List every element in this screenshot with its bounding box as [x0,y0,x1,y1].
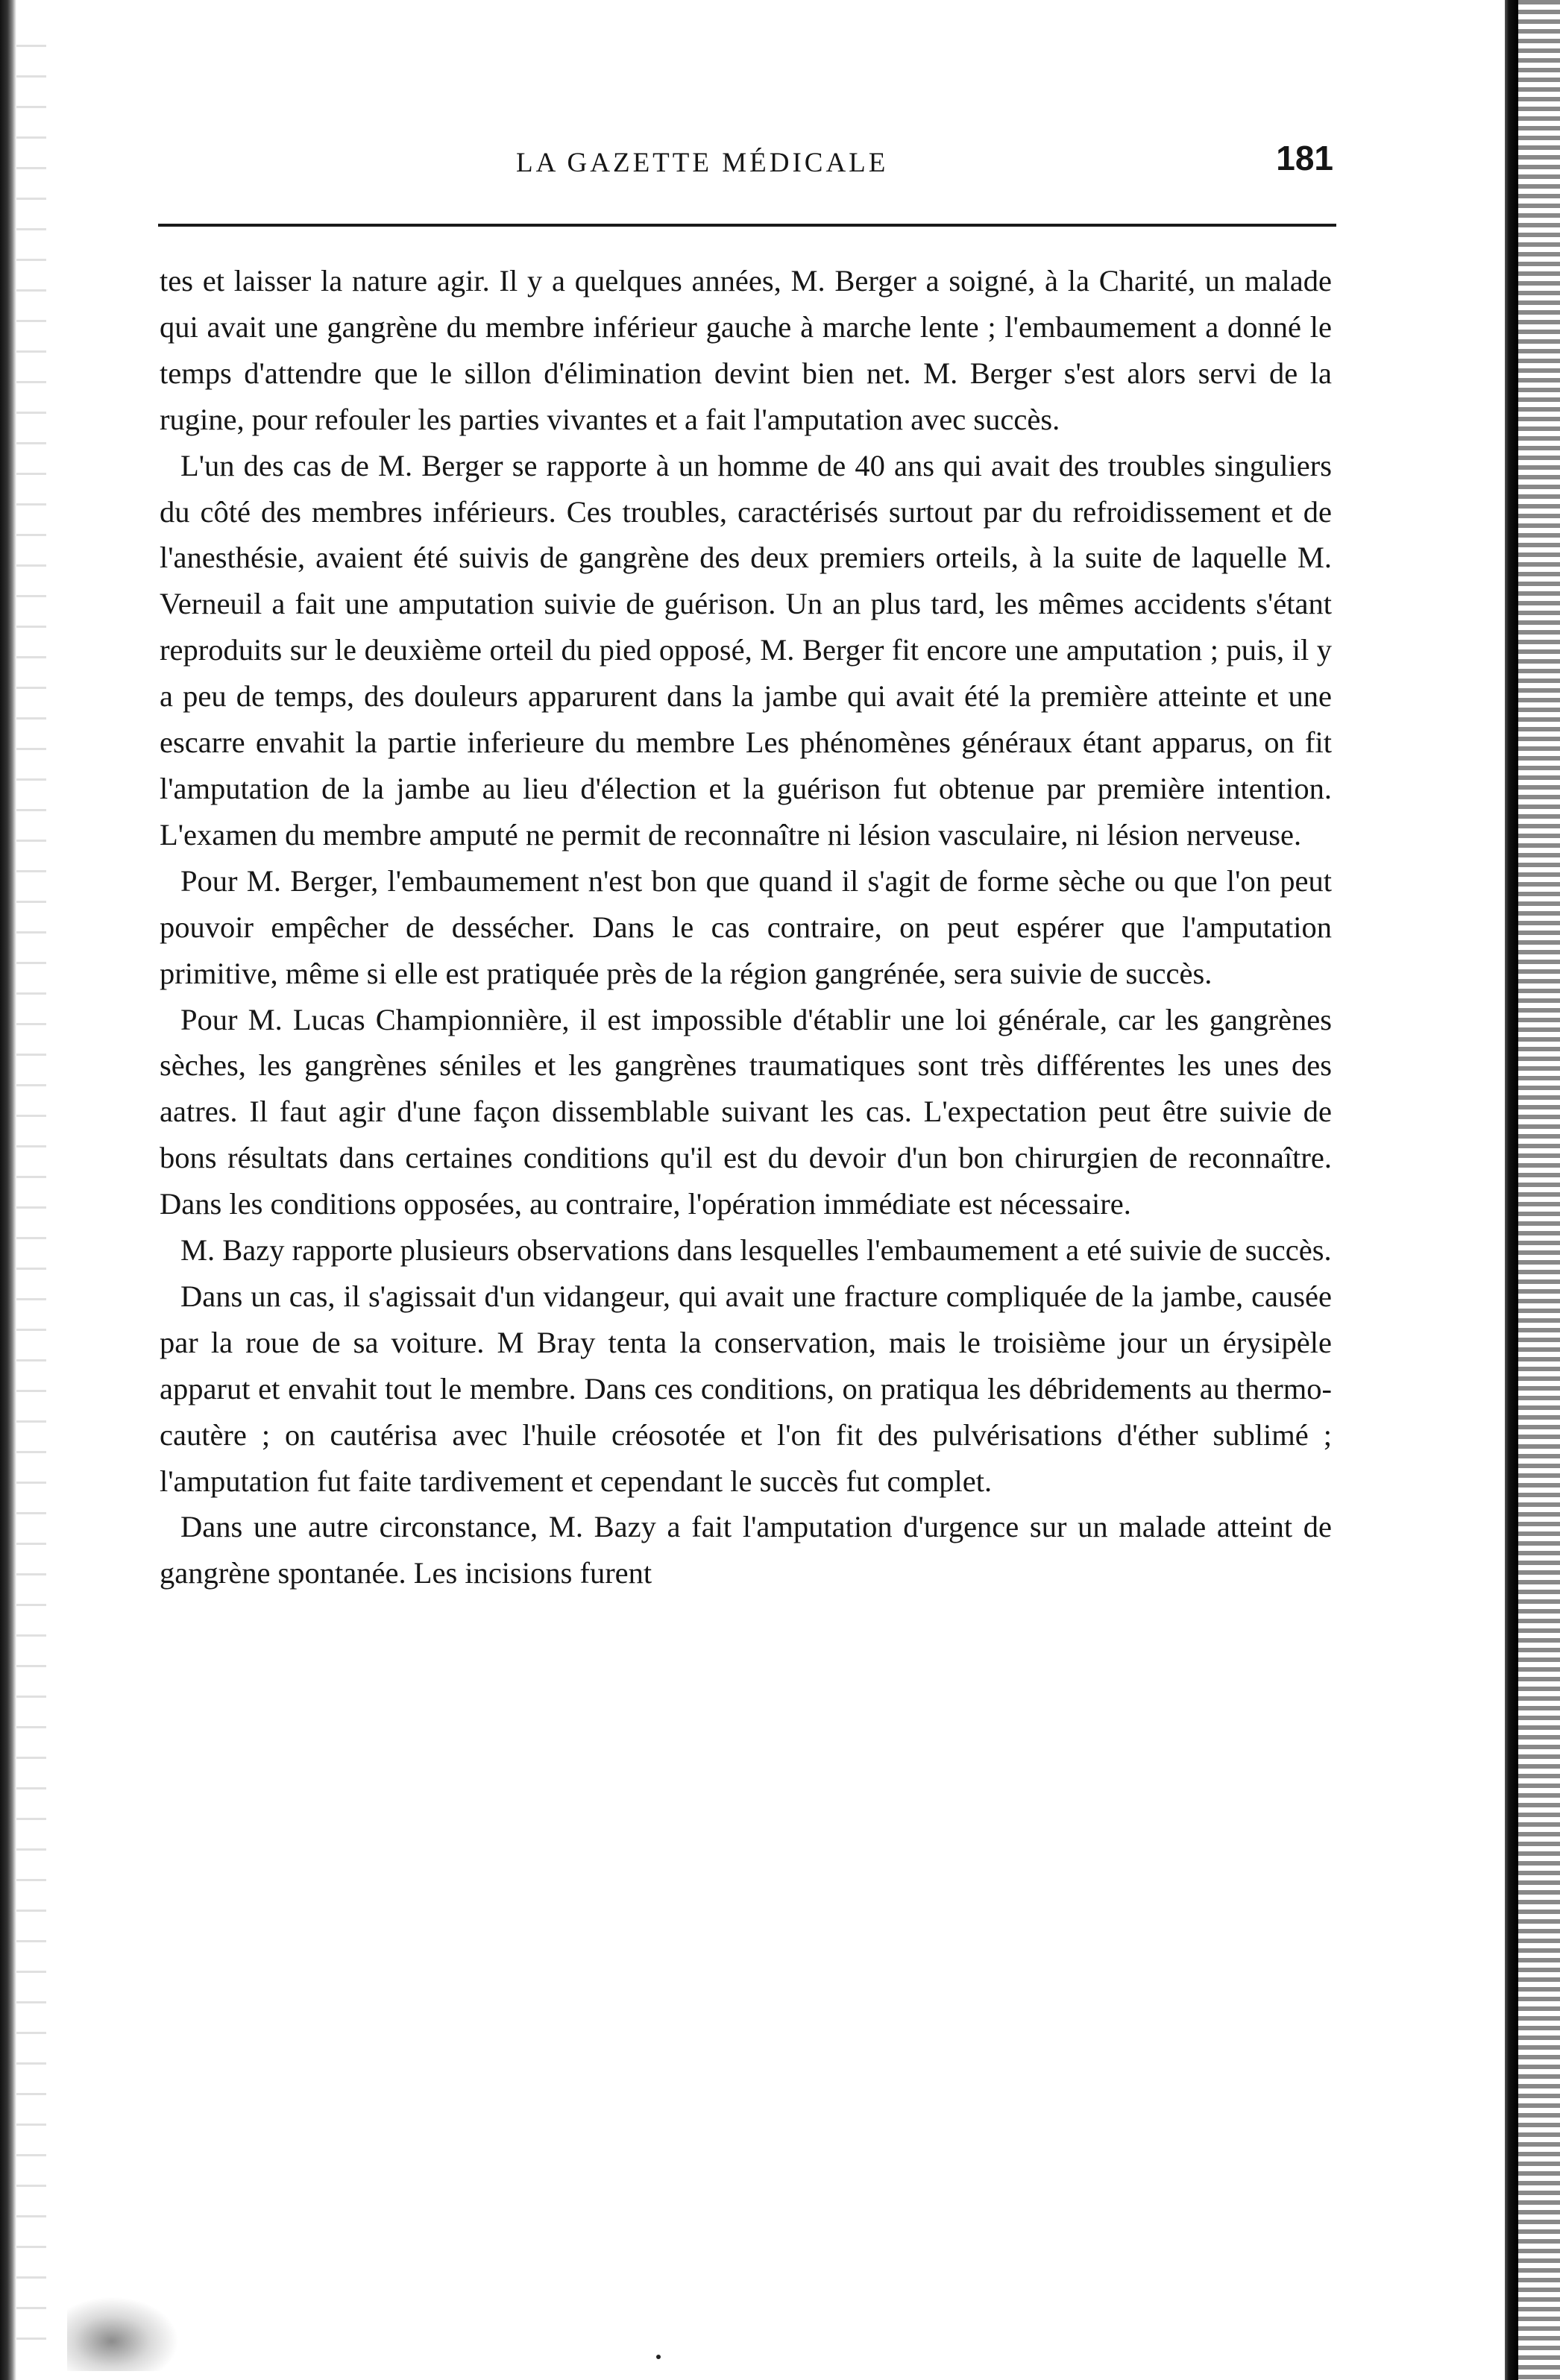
scan-smudge [67,2296,179,2371]
scan-speckle-left [16,45,46,2356]
paragraph: Dans un cas, il s'agissait d'un vidangeur, qui avait une fracture compliquée de la jambe, causée par la roue de sa voiture. M Bray tenta la conservation, mais le troisième jour un érysipèle apparut et envahit tout le membre. Dans ces conditions, on pratiqua les débridements au thermo-cautère ; on cautérisa avec l'huile créosotée et l'on fit des pulvérisations d'éther sublimé ; l'amputation fut faite tardivement et cependant le succès fut complet. [160,1279,1332,1498]
running-title: LA GAZETTE MÉDICALE [516,148,889,178]
running-head [158,138,1333,190]
header-rule [158,224,1336,227]
scan-dot [656,2355,661,2359]
body-text [160,258,1332,1596]
scan-edge-left [0,0,16,2380]
paragraph: L'un des cas de M. Berger se rapporte à un homme de 40 ans qui avait des troubles singuliers du côté des membres inférieurs. Ces troubles, caractérisés surtout par du refroidissement et de l'anesthésie, avaient été suivis de gangrène des deux premiers orteils, à la suite de laquelle M. Verneuil a fait une amputation suivie de guérison. Un an plus tard, les mêmes accidents s'étant reproduits sur le deuxième orteil du pied opposé, M. Berger fit encore une amputation ; puis, il y a peu de temps, des douleurs apparurent dans la jambe qui avait été la première atteinte et une escarre envahit la partie inferieure du membre Les phénomènes généraux étant apparus, on fit l'amputation de la jambe au lieu d'élection et la guérison fut obtenue par première intention. L'examen du membre amputé ne permit de reconnaître ni lésion vasculaire, ni lésion nerveuse. [160,448,1332,851]
page-number: 181 [1276,139,1333,177]
paragraph-continued: tes et laisser la nature agir. Il y a quelques années, M. Berger a soigné, à la Charité, un malade qui avait une gangrène du membre inférieur gauche à marche lente ; l'embaumement a donné le temps d'attendre que le sillon d'élimination devint bien net. M. Berger s'est alors servi de la rugine, pour refouler les parties vivantes et a fait l'amputation avec succès. [160,264,1332,436]
paragraph: Pour M. Lucas Championnière, il est impossible d'établir une loi générale, car les gangrènes sèches, les gangrènes séniles et les gangrènes traumatiques sont très différentes les unes des aatres. Il faut agir d'une façon dissemblable suivant les cas. L'expectation peut être suivie de bons résultats dans certaines conditions qu'il est du devoir d'un bon chirurgien de reconnaître. Dans les conditions opposées, au contraire, l'opération immédiate est nécessaire. [160,1002,1332,1221]
scan-edge-right [1505,0,1518,2380]
paragraph: Dans une autre circonstance, M. Bazy a fait l'amputation d'urgence sur un malade atteint de gangrène spontanée. Les incisions furent [160,1510,1332,1590]
paragraph: Pour M. Berger, l'embaumement n'est bon que quand il s'agit de forme sèche ou que l'on peut pouvoir empêcher de dessécher. Dans le cas contraire, on peut espérer que l'amputation primitive, même si elle est pratiquée près de la région gangrénée, sera suivie de succès. [160,863,1332,990]
scan-speckle-right [1518,0,1560,2380]
paragraph: M. Bazy rapporte plusieurs observations dans lesquelles l'embaumement a eté suivie de succès. [180,1233,1332,1268]
